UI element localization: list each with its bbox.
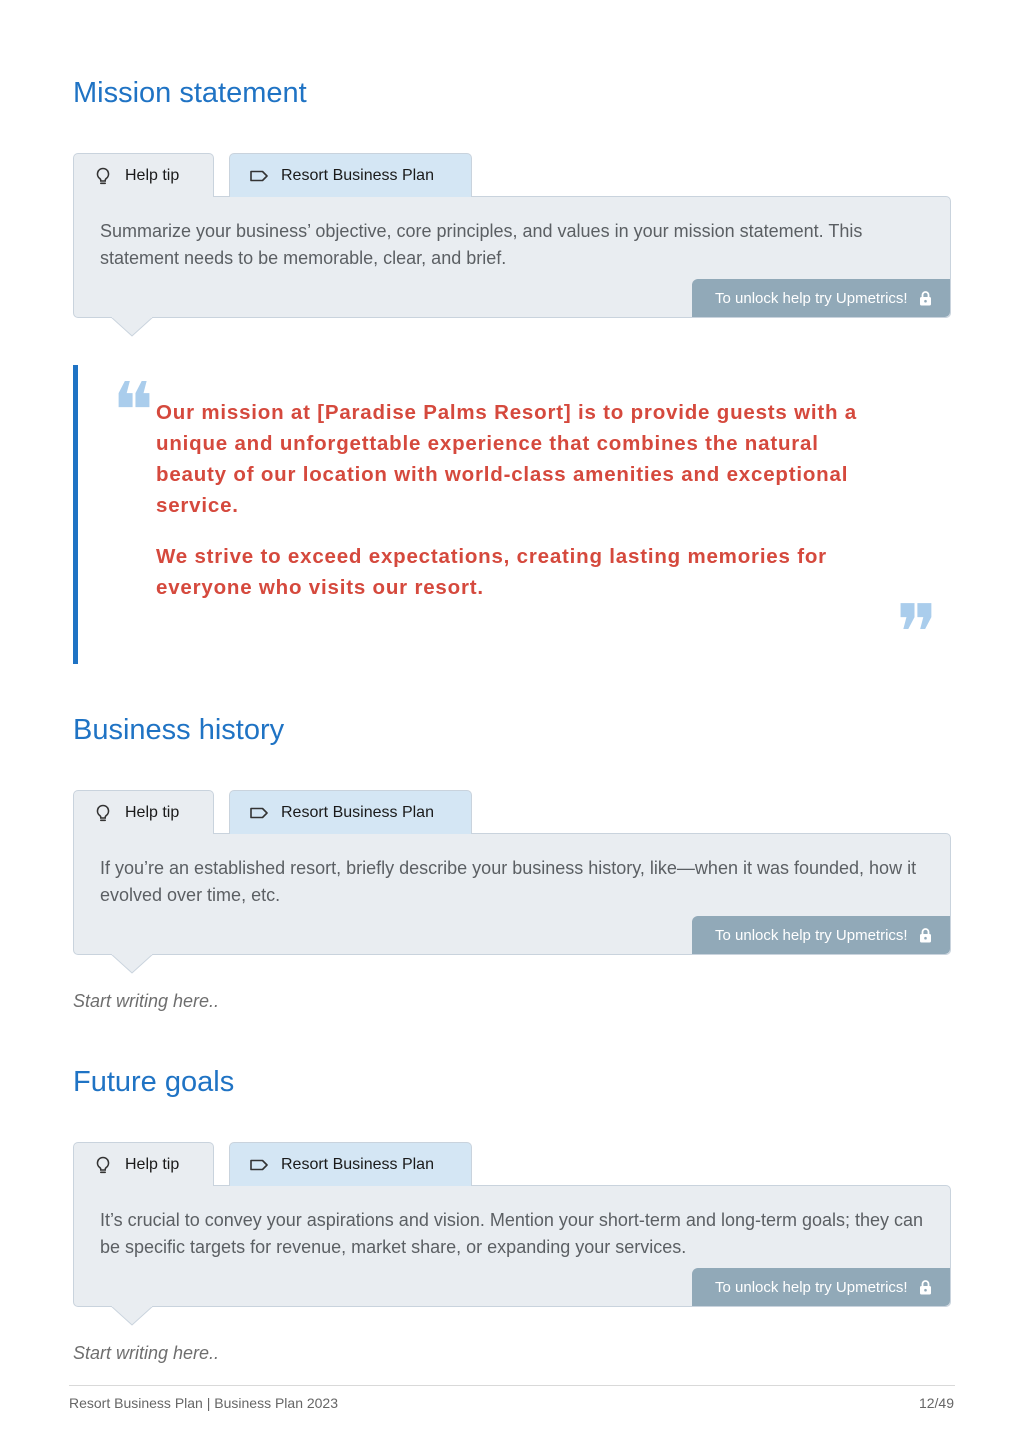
tag-icon — [248, 165, 270, 187]
tab-help-label: Help tip — [125, 166, 180, 184]
unlock-label: To unlock help try Upmetrics! — [715, 926, 908, 944]
unlock-upmetrics-button[interactable] — [692, 916, 950, 954]
help-text: It’s crucial to convey your aspirations and vision. Mention your short-term and long-term goals; they can be specific targets for revenue, market share, or expanding your services. — [100, 1210, 924, 1257]
footer-page-number: 12/49 — [918, 1395, 954, 1411]
unlock-upmetrics-button[interactable] — [692, 279, 950, 317]
history-writing-placeholder[interactable]: Start writing here.. — [73, 991, 220, 1011]
unlock-upmetrics-button[interactable] — [692, 1268, 950, 1306]
help-text: If you’re an established resort, briefly describe your business history, like—when it was founded, how it evolved over time, etc. — [100, 858, 917, 905]
help-text: Summarize your business’ objective, core principles, and values in your mission statement. This statement needs to be memorable, clear, and brief. — [100, 221, 863, 268]
tab-resort-business-plan[interactable] — [229, 1142, 472, 1186]
tab-resort-business-plan[interactable] — [229, 790, 472, 834]
tab-help-label: Help tip — [125, 803, 180, 821]
tag-icon — [248, 802, 270, 824]
callout-pointer — [111, 1306, 153, 1326]
callout-pointer — [111, 317, 153, 337]
quote-paragraph-2: We strive to exceed expectations, creating lasting memories for everyone who visits our resort. — [156, 545, 827, 599]
lock-icon — [919, 1279, 932, 1295]
lightbulb-icon — [92, 802, 114, 824]
lock-icon — [919, 290, 932, 306]
callout-pointer — [111, 954, 153, 974]
open-quote-icon: ❝ — [112, 367, 154, 457]
mission-quote — [73, 365, 951, 679]
section-title-goals: Future goals — [73, 1066, 235, 1098]
footer-document-title: Resort Business Plan | Business Plan 2023 — [69, 1395, 339, 1411]
tab-plan-label: Resort Business Plan — [281, 1155, 434, 1173]
lock-icon — [919, 927, 932, 943]
unlock-label: To unlock help try Upmetrics! — [715, 1278, 908, 1296]
help-panel — [73, 833, 951, 955]
unlock-label: To unlock help try Upmetrics! — [715, 289, 908, 307]
quote-paragraph-1: Our mission at [Paradise Palms Resort] is to provide guests with a unique and unforgettable experience that combines the natural beauty of our location with world-class amenities and exceptional service. — [156, 401, 858, 517]
tab-resort-business-plan[interactable] — [229, 153, 472, 197]
lightbulb-icon — [92, 165, 114, 187]
close-quote-icon: ❞ — [896, 589, 938, 679]
help-panel — [73, 1185, 951, 1307]
goals-writing-placeholder[interactable]: Start writing here.. — [73, 1343, 220, 1363]
tab-help-tip[interactable] — [73, 790, 214, 834]
section-title-history: Business history — [73, 714, 285, 746]
footer-divider — [69, 1385, 955, 1386]
tab-help-tip[interactable] — [73, 1142, 214, 1186]
tab-help-label: Help tip — [125, 1155, 180, 1173]
tab-help-tip[interactable] — [73, 153, 214, 197]
section-title-mission: Mission statement — [73, 77, 307, 109]
lightbulb-icon — [92, 1154, 114, 1176]
tab-plan-label: Resort Business Plan — [281, 166, 434, 184]
help-panel — [73, 196, 951, 318]
tag-icon — [248, 1154, 270, 1176]
tab-plan-label: Resort Business Plan — [281, 803, 434, 821]
